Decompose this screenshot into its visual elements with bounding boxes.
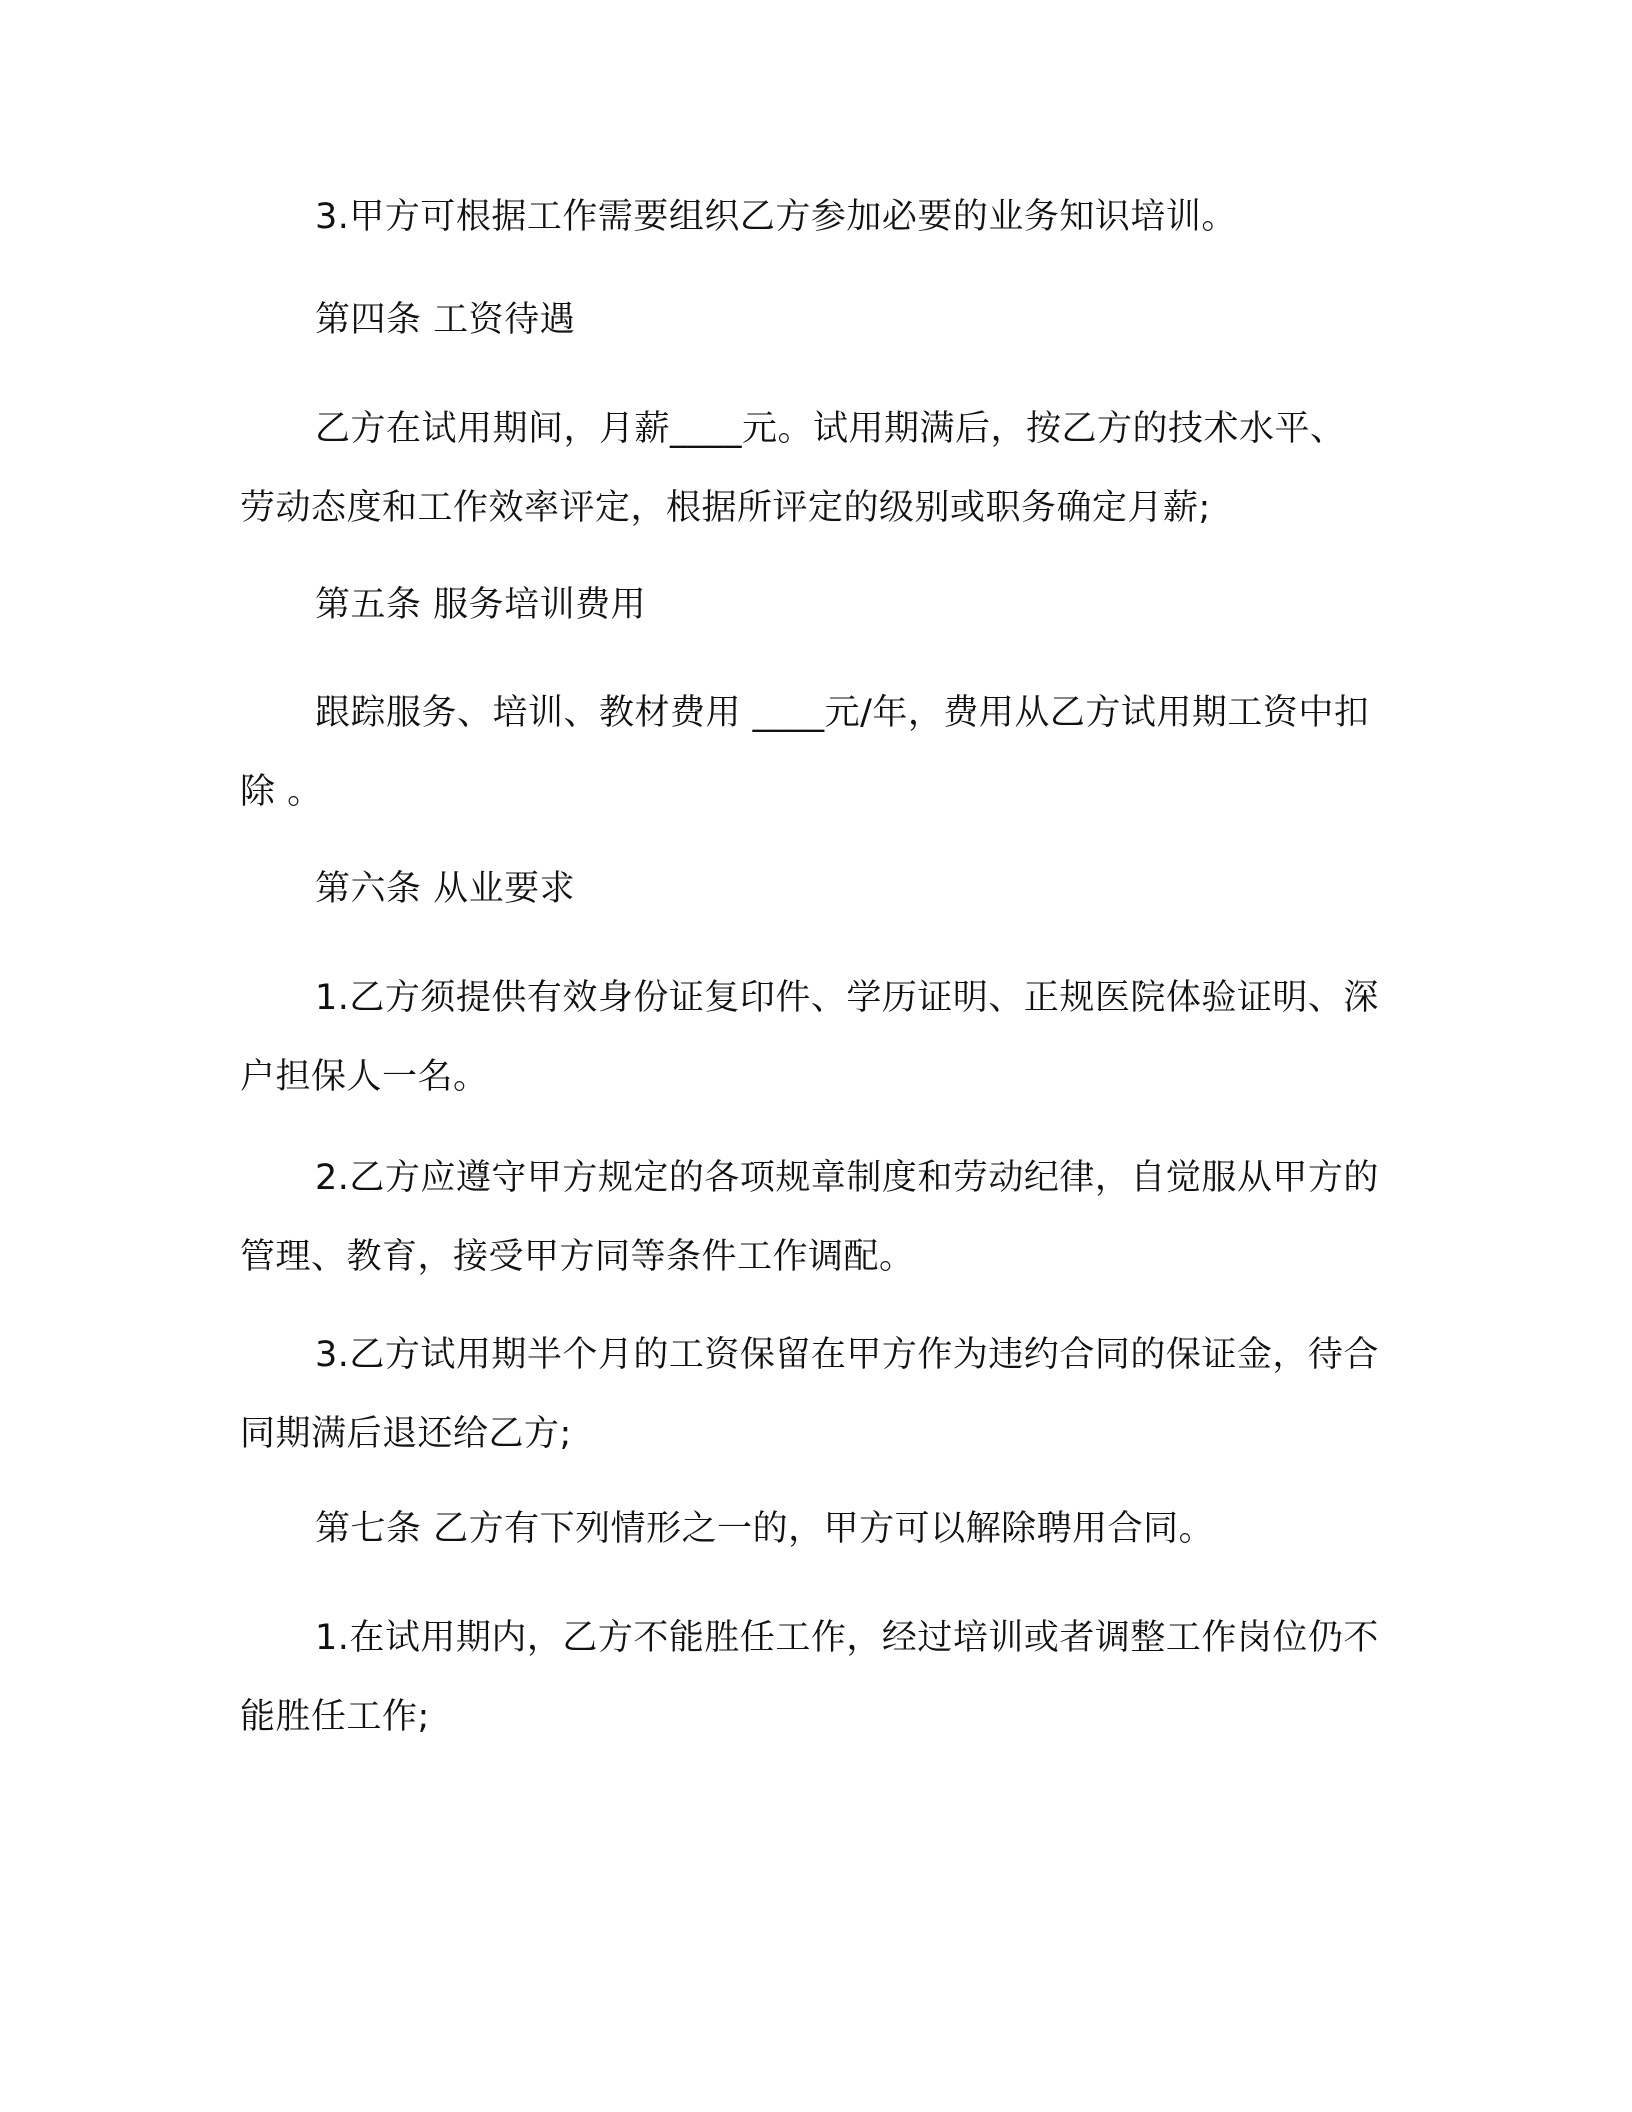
article-4-salary-text: 乙方在试用期间，月薪____元。试用期满后，按乙方的技术水平、劳动态度和工作效率评定，根据所评定的级别或职务确定月薪; bbox=[240, 409, 1346, 528]
article-4-heading: 第四条 工资待遇 bbox=[315, 300, 576, 340]
article-5-heading: 第五条 服务培训费用 bbox=[315, 585, 647, 625]
article-6-item-2: 2.乙方应遵守甲方规定的各项规章制度和劳动纪律，自觉服从甲方的管理、教育，接受甲方同等条件工作调配。 bbox=[240, 1158, 1379, 1277]
article-6-heading: 第六条 从业要求 bbox=[315, 869, 576, 909]
article-7-item-1: 1.在试用期内，乙方不能胜任工作，经过培训或者调整工作岗位仍不能胜任工作; bbox=[240, 1618, 1379, 1737]
article-6-item-3: 3.乙方试用期半个月的工资保留在甲方作为违约合同的保证金，待合同期满后退还给乙方; bbox=[240, 1335, 1379, 1454]
article-5-fee-text: 跟踪服务、培训、教材费用 ____元/年，费用从乙方试用期工资中扣除 。 bbox=[240, 693, 1370, 812]
article-6-item-1: 1.乙方须提供有效身份证复印件、学历证明、正规医院体验证明、深户担保人一名。 bbox=[240, 978, 1379, 1097]
article-7-heading: 第七条 乙方有下列情形之一的，甲方可以解除聘用合同。 bbox=[315, 1509, 1215, 1549]
clause-3-training: 3.甲方可根据工作需要组织乙方参加必要的业务知识培训。 bbox=[315, 197, 1237, 237]
